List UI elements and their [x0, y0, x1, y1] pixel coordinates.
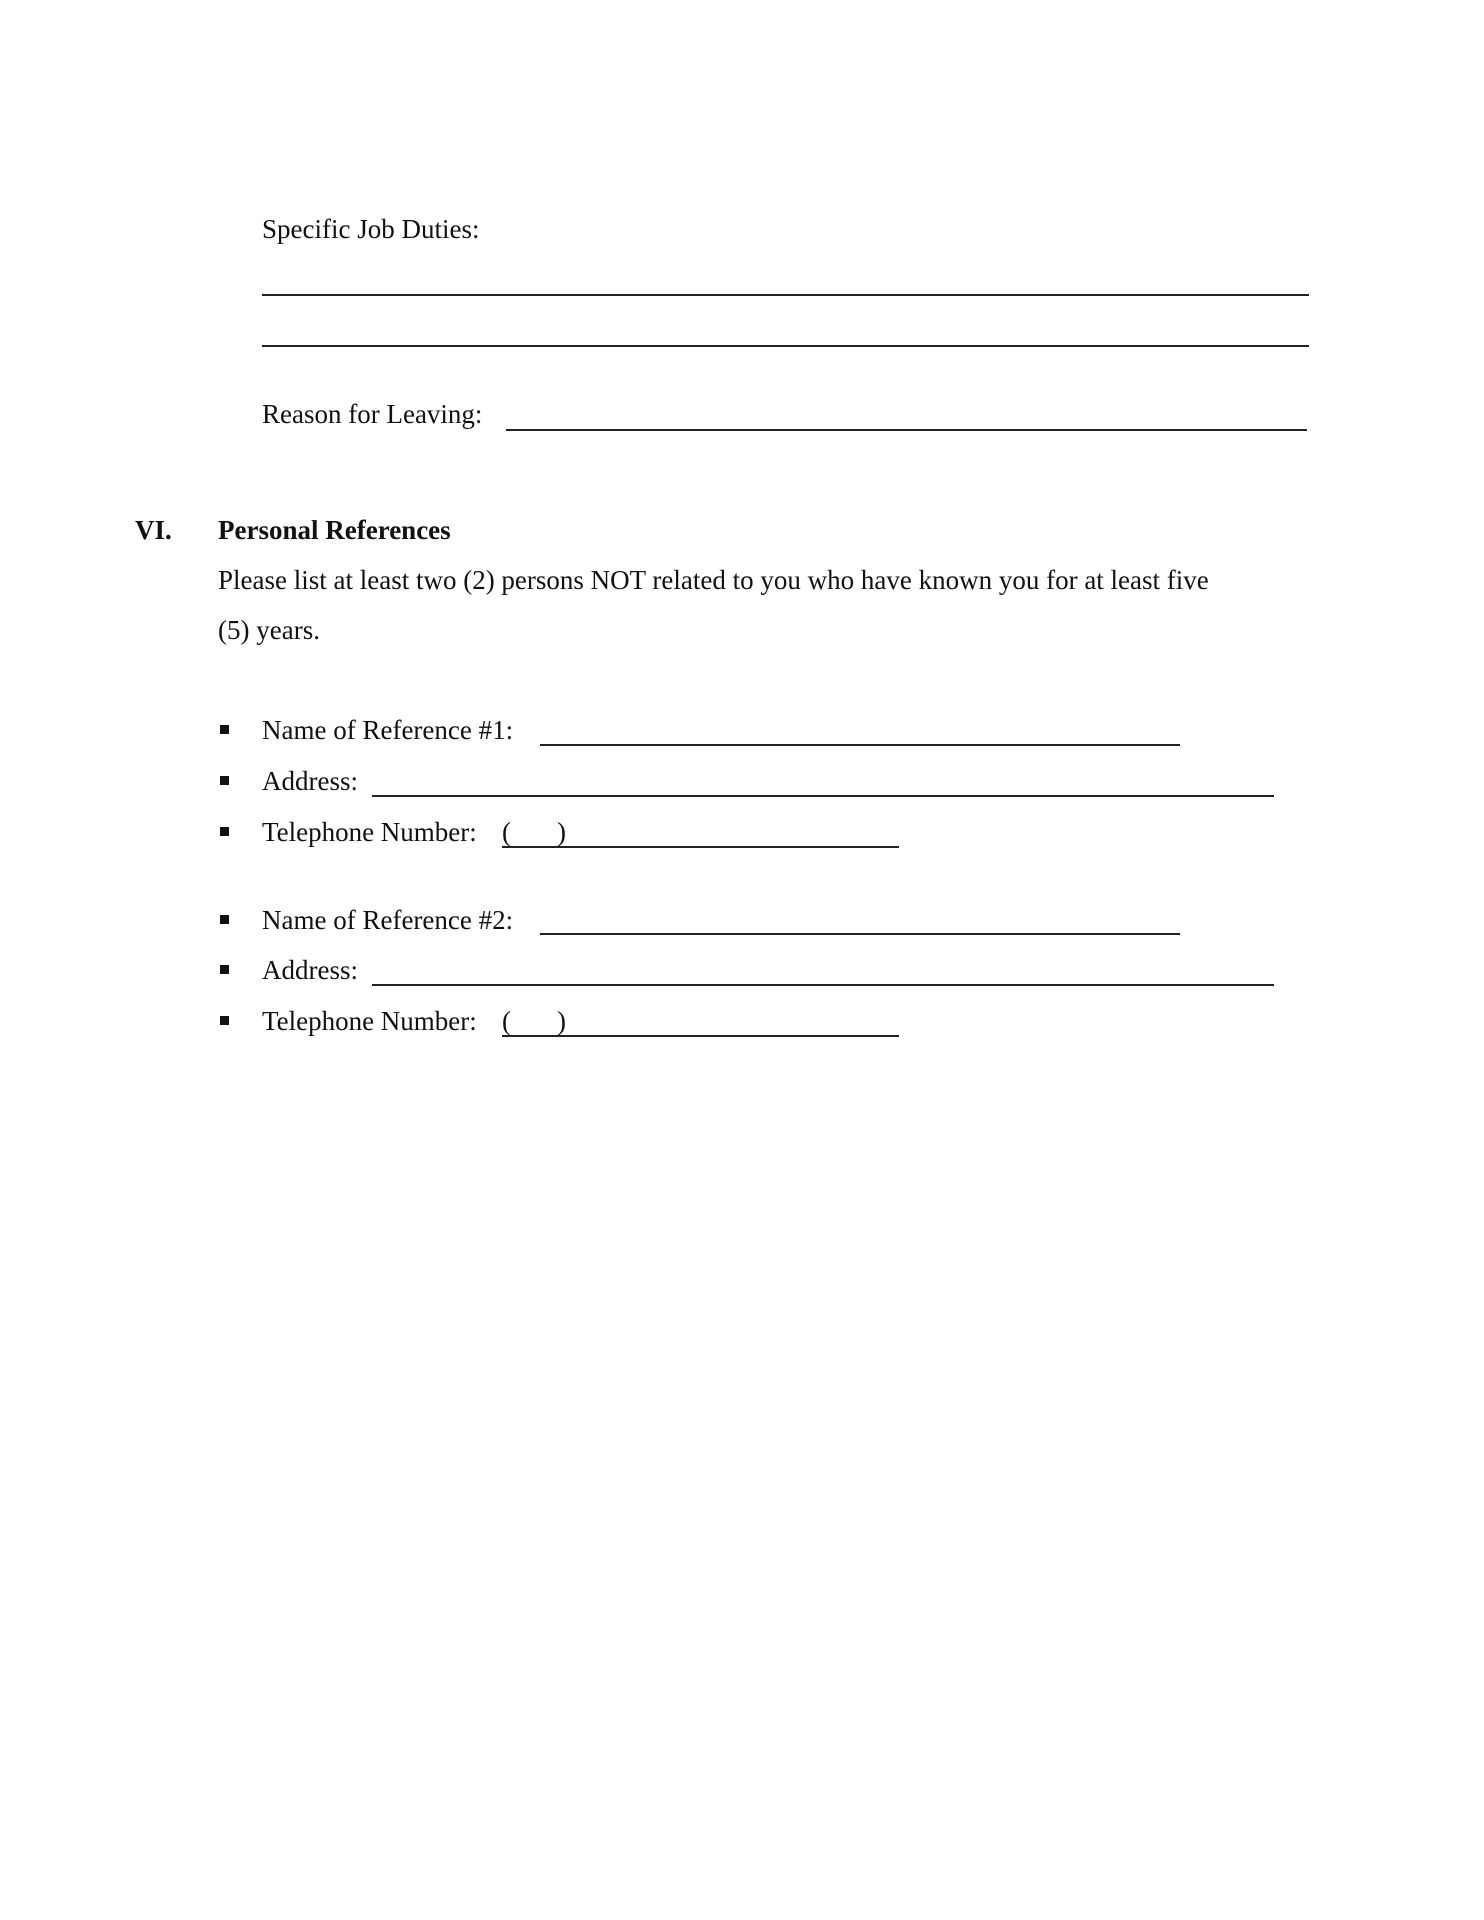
reference-1-name-label: Name of Reference #1: [262, 715, 514, 745]
bullet-icon [220, 1016, 229, 1025]
bullet-icon [220, 776, 229, 785]
reference-1-area-code-close: ) [557, 817, 566, 847]
reference-1-area-code-field[interactable] [502, 846, 563, 848]
reference-1-phone-label: Telephone Number: [262, 817, 477, 847]
reference-2-area-code-close: ) [557, 1006, 566, 1036]
section-number: VI. [135, 515, 172, 545]
reference-1-address-line[interactable] [372, 795, 1274, 797]
reference-2-phone-line[interactable] [563, 1035, 899, 1037]
reference-2-address-line[interactable] [372, 984, 1274, 986]
reference-2-phone-label: Telephone Number: [262, 1006, 477, 1036]
reference-1-area-code-open: ( [502, 817, 511, 847]
bullet-icon [220, 725, 229, 734]
reference-1-phone-line[interactable] [563, 846, 899, 848]
reason-for-leaving-label: Reason for Leaving: [262, 399, 483, 429]
section-instructions-line-1: Please list at least two (2) persons NOT related to you who have known you for at least five [218, 565, 1209, 595]
job-duties-line-2[interactable] [262, 345, 1309, 347]
reference-2-area-code-field[interactable] [502, 1035, 563, 1037]
section-title: Personal References [218, 515, 451, 545]
reference-2-name-line[interactable] [540, 933, 1180, 935]
reference-1-name-line[interactable] [540, 744, 1180, 746]
reference-1-address-label: Address: [262, 766, 358, 796]
section-instructions-line-2: (5) years. [218, 615, 320, 645]
reference-2-name-label: Name of Reference #2: [262, 905, 514, 935]
reason-for-leaving-line[interactable] [506, 429, 1307, 431]
job-duties-label: Specific Job Duties: [262, 214, 480, 244]
bullet-icon [220, 915, 229, 924]
bullet-icon [220, 965, 229, 974]
job-duties-line-1[interactable] [262, 294, 1309, 296]
reference-2-area-code-open: ( [502, 1006, 511, 1036]
reference-2-address-label: Address: [262, 955, 358, 985]
bullet-icon [220, 827, 229, 836]
